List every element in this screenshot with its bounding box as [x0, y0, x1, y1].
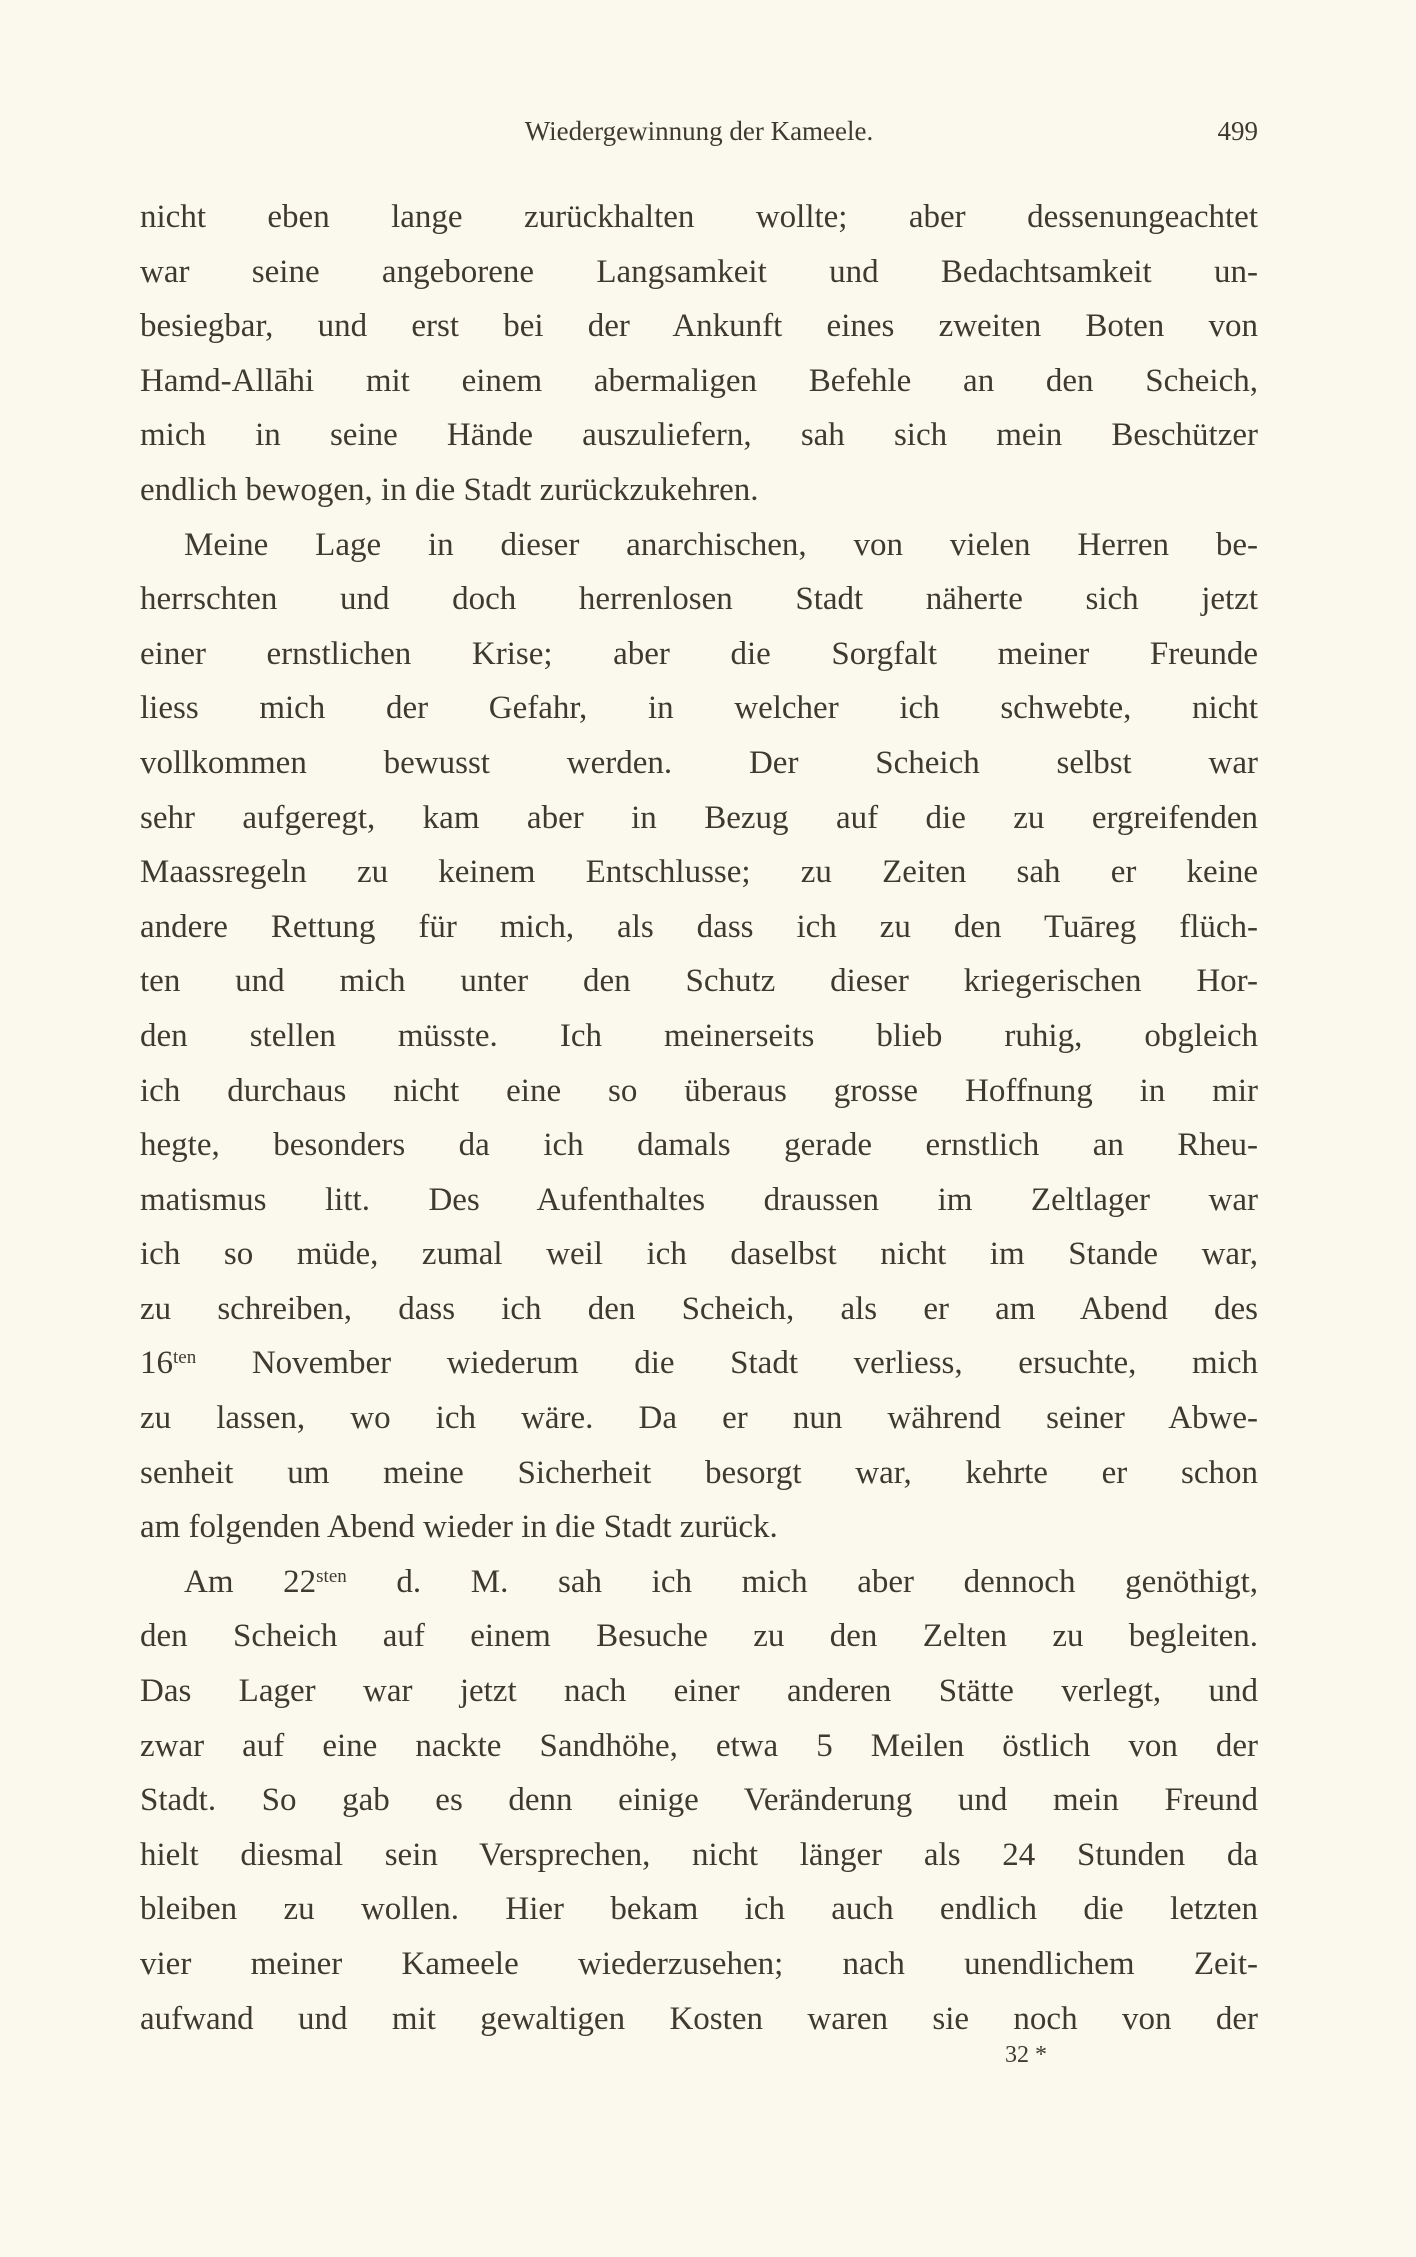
text-line: ich durchaus nicht eine so überaus grosse Hoffnung in mir — [140, 1072, 1258, 1109]
signature-mark: 32 * — [1005, 2042, 1047, 2068]
text-line: war seine angeborene Langsamkeit und Bedachtsamkeit un- — [140, 253, 1258, 290]
text-line: zu lassen, wo ich wäre. Da er nun während seiner Abwe- — [140, 1400, 1258, 1437]
text-line: zu schreiben, dass ich den Scheich, als er am Abend des — [140, 1290, 1258, 1327]
text-line: endlich bewogen, in die Stadt zurückzukehren. — [140, 471, 759, 508]
text-line: matismus litt. Des Aufenthaltes draussen im Zeltlager war — [140, 1181, 1258, 1218]
text-line: den Scheich auf einem Besuche zu den Zelten zu begleiten. — [140, 1618, 1258, 1655]
text-line: herrschten und doch herrenlosen Stadt näherte sich jetzt — [140, 581, 1258, 618]
text-line: besiegbar, und erst bei der Ankunft eines zweiten Boten von — [140, 308, 1258, 345]
text-line: Meine Lage in dieser anarchischen, von vielen Herren be- — [184, 526, 1258, 563]
text-segment: Am 22 — [184, 1563, 317, 1600]
text-line: nicht eben lange zurückhalten wollte; aber dessenungeachtet — [140, 199, 1258, 235]
text-line: ten und mich unter den Schutz dieser kriegerischen Hor- — [140, 963, 1258, 1000]
running-title: Wiedergewinnung der Kameele. — [524, 116, 874, 146]
text-line: Hamd-Allāhi mit einem abermaligen Befehle an den Scheich, — [140, 362, 1258, 399]
text-line: vollkommen bewusst werden. Der Scheich selbst war — [140, 744, 1258, 781]
text-line: senheit um meine Sicherheit besorgt war, kehrte er schon — [140, 1454, 1258, 1491]
text-line: einer ernstlichen Krise; aber die Sorgfalt meiner Freunde — [140, 635, 1258, 672]
text-line: aufwand und mit gewaltigen Kosten waren sie noch von der — [140, 2000, 1258, 2037]
body-text — [140, 190, 1258, 2046]
superscript: ten — [173, 1347, 197, 1369]
text-line: vier meiner Kameele wiederzusehen; nach unendlichem Zeit- — [140, 1946, 1258, 1982]
text-line: bleiben zu wollen. Hier bekam ich auch endlich die letzten — [140, 1891, 1258, 1928]
superscript: sten — [316, 1565, 347, 1587]
text-segment: 16 — [140, 1345, 173, 1382]
text-line: ich so müde, zumal weil ich daselbst nicht im Stande war, — [140, 1236, 1258, 1273]
text-line — [140, 1555, 1258, 1610]
text-line: mich in seine Hände auszuliefern, sah sich mein Beschützer — [140, 417, 1258, 454]
text-line: Stadt. So gab es denn einige Veränderung und mein Freund — [140, 1782, 1258, 1819]
text-line: hegte, besonders da ich damals gerade ernstlich an Rheu- — [140, 1127, 1258, 1164]
text-line: den stellen müsste. Ich meinerseits blieb ruhig, obgleich — [140, 1017, 1258, 1054]
text-line: liess mich der Gefahr, in welcher ich schwebte, nicht — [140, 690, 1258, 727]
page-number: 499 — [1217, 116, 1258, 146]
text-line: hielt diesmal sein Versprechen, nicht länger als 24 Stunden da — [140, 1836, 1258, 1873]
running-header — [140, 116, 1258, 156]
text-line: Maassregeln zu keinem Entschlusse; zu Zeiten sah er keine — [140, 854, 1258, 891]
text-line: sehr aufgeregt, kam aber in Bezug auf die zu ergreifenden — [140, 799, 1258, 836]
text-line — [140, 1336, 1258, 1391]
text-line: Das Lager war jetzt nach einer anderen Stätte verlegt, und — [140, 1673, 1258, 1710]
text-line: am folgenden Abend wieder in die Stadt zurück. — [140, 1509, 778, 1546]
text-line: andere Rettung für mich, als dass ich zu den Tuāreg flüch- — [140, 908, 1258, 945]
text-line: zwar auf eine nackte Sandhöhe, etwa 5 Meilen östlich von der — [140, 1727, 1258, 1764]
text-segment: November wiederum die Stadt verliess, ersuchte, mich — [196, 1345, 1258, 1382]
text-segment: d. M. sah ich mich aber dennoch genöthigt, — [346, 1563, 1258, 1600]
